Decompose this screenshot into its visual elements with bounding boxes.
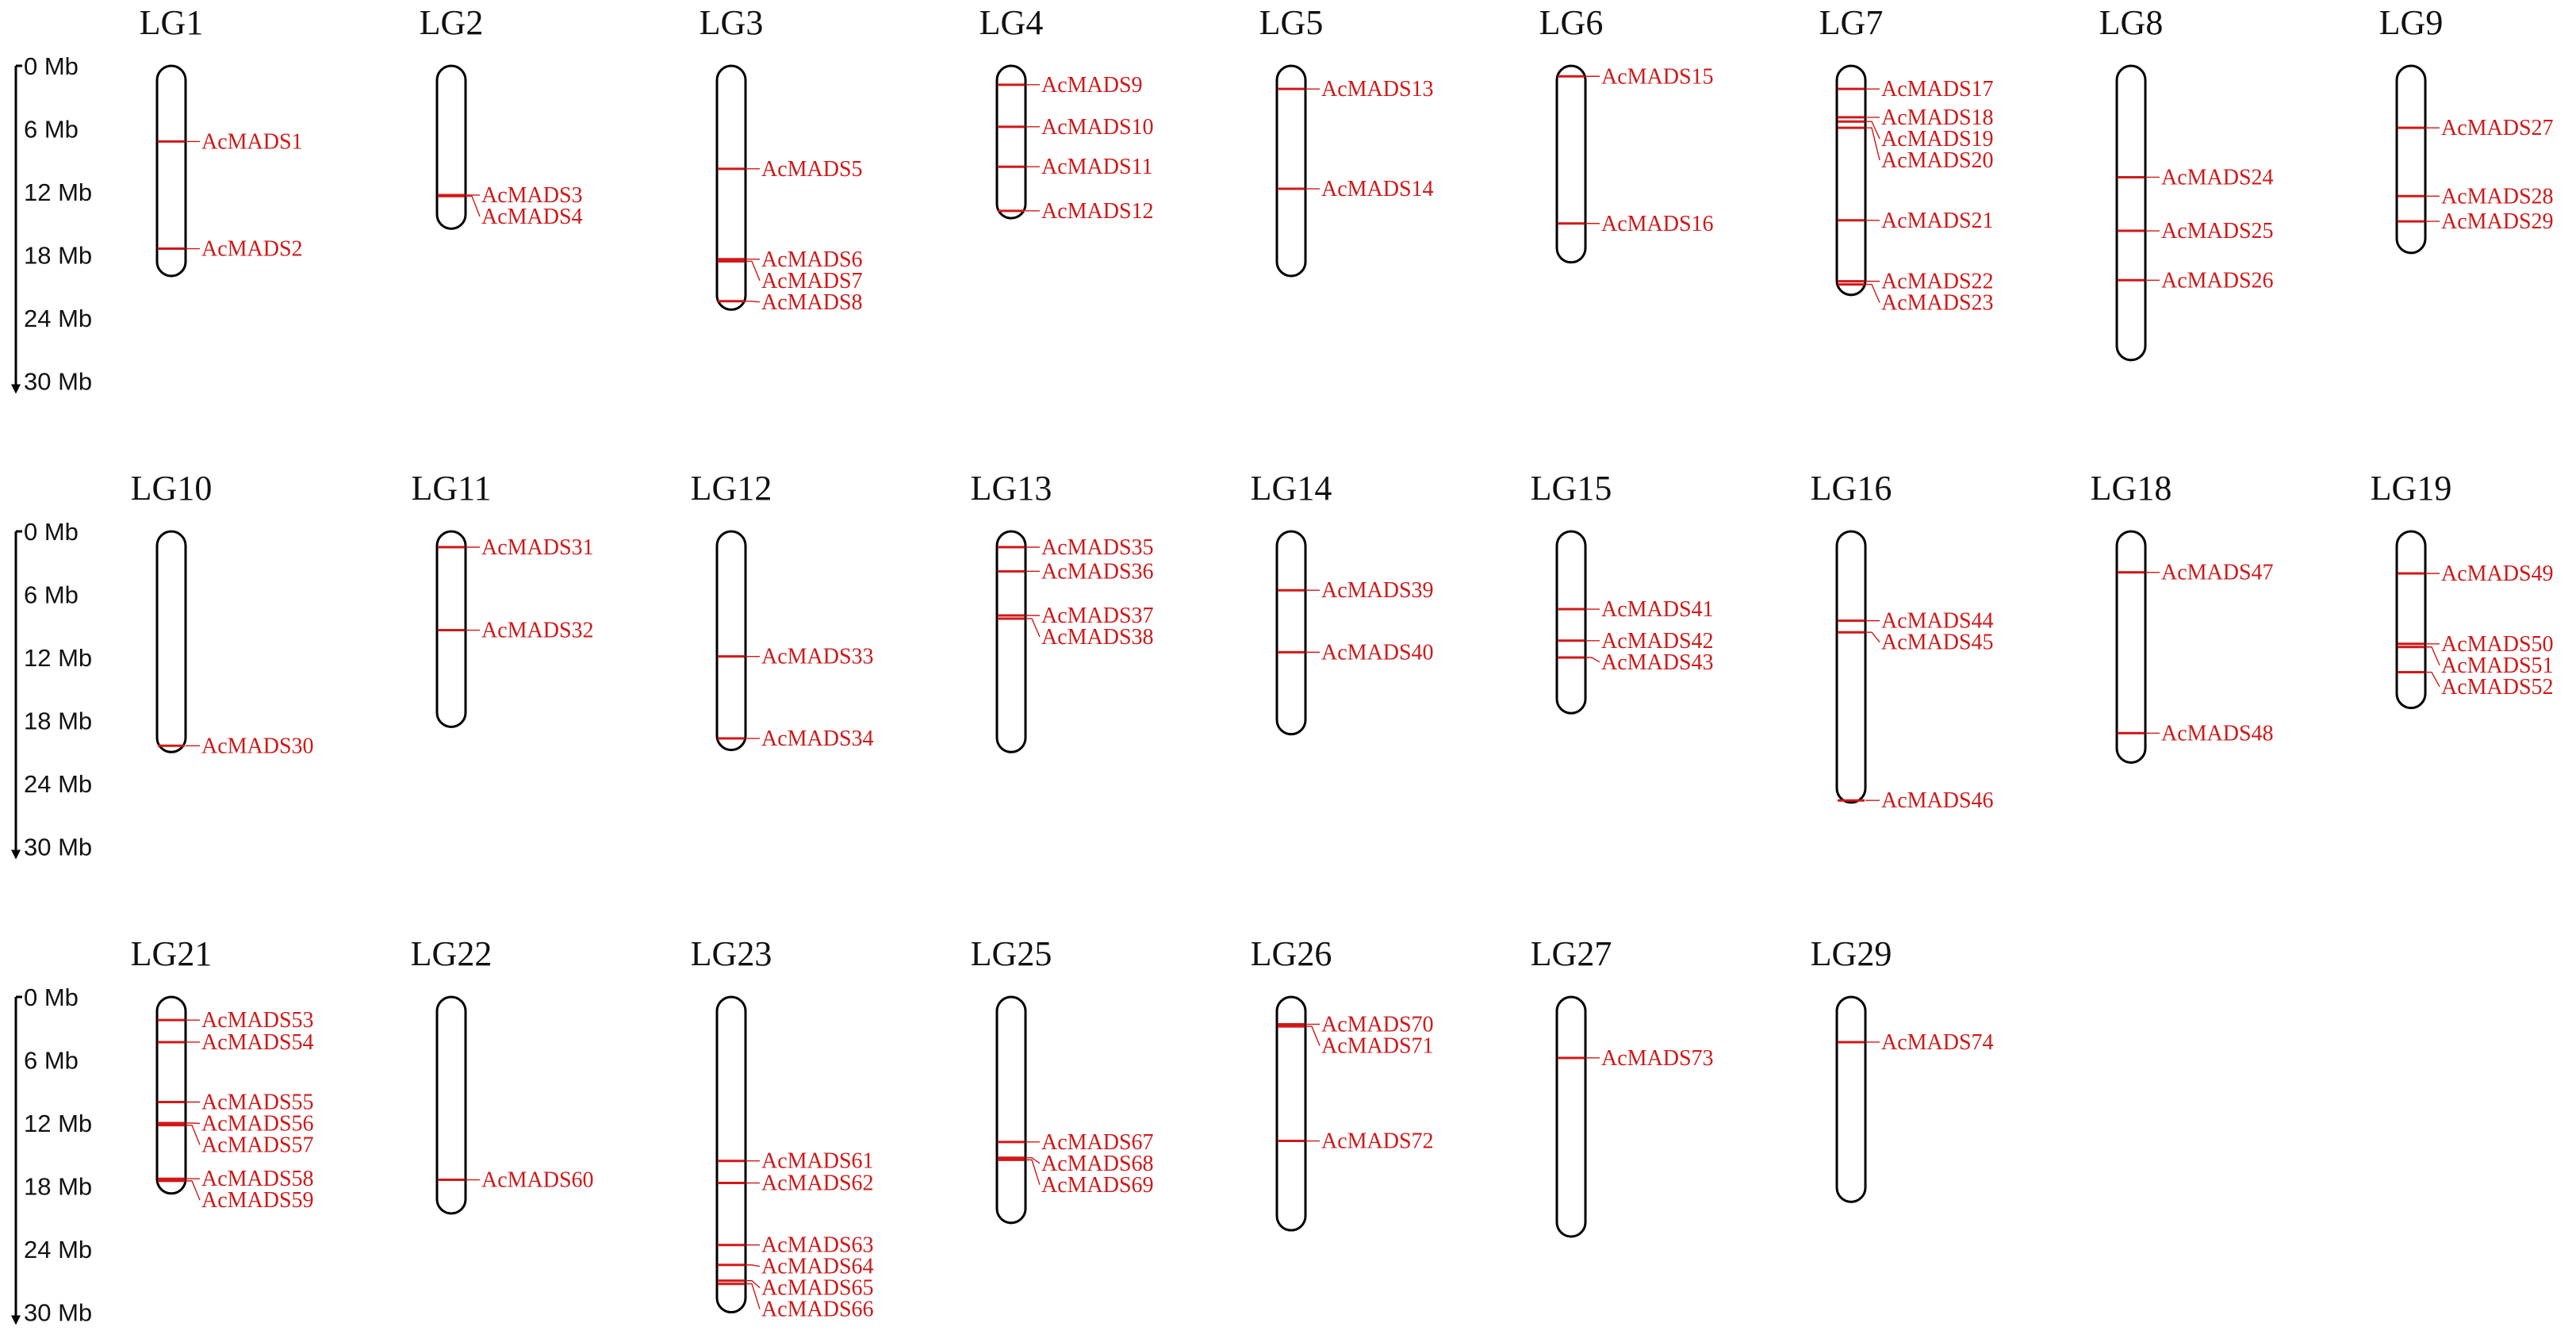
gene-label: AcMADS40 <box>1321 640 1434 665</box>
chromosome-body <box>1837 997 1865 1202</box>
chromosome-body <box>1277 531 1305 734</box>
gene-label: AcMADS24 <box>2161 165 2274 190</box>
chromosome-title: LG23 <box>690 934 772 973</box>
chromosome-body <box>2397 66 2425 253</box>
chromosome-body <box>1837 66 1865 295</box>
gene-label: AcMADS42 <box>1601 628 1714 654</box>
chromosome-title: LG25 <box>970 934 1052 973</box>
scale-tick-label: 0 Mb <box>24 518 79 546</box>
chromosome-lg16 <box>1811 469 1994 813</box>
chromosome-title: LG6 <box>1539 3 1604 42</box>
gene-label: AcMADS11 <box>1041 155 1153 180</box>
chromosome-lg10 <box>131 469 314 758</box>
gene-label: AcMADS54 <box>201 1029 314 1055</box>
scale-tick-label: 24 Mb <box>24 770 93 798</box>
gene-label: AcMADS38 <box>1041 625 1154 650</box>
chromosome-title: LG1 <box>139 3 204 42</box>
chromosome-body <box>437 66 466 228</box>
chromosome-title: LG11 <box>411 469 492 508</box>
gene-label: AcMADS69 <box>1041 1172 1154 1198</box>
chromosome-body <box>997 531 1025 752</box>
gene-label: AcMADS61 <box>761 1148 874 1174</box>
gene-label: AcMADS21 <box>1881 208 1994 233</box>
chromosome-lg2 <box>420 3 583 229</box>
gene-label: AcMADS71 <box>1321 1033 1434 1059</box>
chromosome-lg21 <box>131 934 314 1213</box>
gene-leader-line <box>1305 1026 1320 1045</box>
gene-label: AcMADS72 <box>1321 1129 1434 1154</box>
scale-tick-label: 0 Mb <box>24 983 79 1011</box>
gene-leader-line <box>1865 632 1880 642</box>
chromosome-lg19 <box>2371 469 2554 708</box>
chromosome-title: LG8 <box>2099 3 2164 42</box>
chromosome-lg26 <box>1251 934 1434 1230</box>
gene-label: AcMADS26 <box>2161 268 2274 293</box>
gene-label: AcMADS8 <box>761 289 863 315</box>
chromosome-lg8 <box>2099 3 2274 360</box>
gene-label: AcMADS74 <box>1881 1029 1994 1055</box>
chromosome-lg4 <box>979 3 1154 224</box>
chromosome-title: LG12 <box>690 469 772 508</box>
gene-label: AcMADS47 <box>2161 560 2274 585</box>
scale-tick-label: 12 Mb <box>24 178 93 206</box>
chromosome-body <box>717 66 746 309</box>
scale-tick-label: 6 Mb <box>24 581 79 609</box>
chromosome-lg22 <box>411 934 594 1213</box>
gene-label: AcMADS48 <box>2161 721 2274 746</box>
gene-label: AcMADS2 <box>201 236 303 262</box>
chromosome-title: LG27 <box>1530 934 1612 973</box>
chromosome-title: LG15 <box>1530 469 1612 508</box>
gene-label: AcMADS25 <box>2161 219 2274 244</box>
chromosome-body <box>1277 997 1305 1230</box>
gene-leader-line <box>1865 128 1880 160</box>
scale-axis <box>11 52 92 396</box>
scale-tick-label: 12 Mb <box>24 1110 93 1137</box>
chromosome-lg6 <box>1539 3 1714 263</box>
chromosome-title: LG14 <box>1250 469 1332 508</box>
gene-leader-line <box>2425 673 2440 687</box>
scale-tick-label: 6 Mb <box>24 115 79 144</box>
gene-leader-line <box>1025 1160 1040 1184</box>
gene-label: AcMADS28 <box>2441 184 2554 209</box>
scale-tick-label: 18 Mb <box>24 707 93 735</box>
gene-label: AcMADS1 <box>201 129 303 155</box>
gene-label: AcMADS51 <box>2441 653 2554 678</box>
chromosome-body <box>997 997 1025 1223</box>
chromosome-title: LG16 <box>1810 469 1892 508</box>
chromosome-lg7 <box>1819 3 1994 316</box>
chromosome-title: LG22 <box>410 934 493 973</box>
gene-label: AcMADS15 <box>1601 64 1714 90</box>
scale-tick-label: 30 Mb <box>24 367 93 396</box>
gene-label: AcMADS4 <box>481 204 583 229</box>
gene-label: AcMADS64 <box>761 1254 874 1279</box>
gene-label: AcMADS7 <box>761 268 863 293</box>
scale-tick-label: 12 Mb <box>24 644 93 672</box>
gene-label: AcMADS58 <box>201 1167 314 1192</box>
chromosome-body <box>717 531 746 750</box>
chromosome-title: LG21 <box>130 934 213 973</box>
chromosome-lg27 <box>1531 934 1714 1236</box>
gene-label: AcMADS35 <box>1041 535 1154 560</box>
chromosome-lg25 <box>971 934 1154 1223</box>
gene-label: AcMADS20 <box>1881 148 1994 173</box>
chromosome-lg11 <box>411 469 593 727</box>
gene-leader-line <box>2425 647 2440 665</box>
gene-label: AcMADS56 <box>201 1111 314 1137</box>
gene-label: AcMADS41 <box>1601 597 1714 623</box>
chromosome-body <box>1557 66 1585 263</box>
gene-label: AcMADS12 <box>1041 198 1154 224</box>
gene-label: AcMADS18 <box>1881 105 1994 130</box>
chromosome-lg12 <box>691 469 874 751</box>
gene-leader-line <box>186 1125 200 1145</box>
chromosome-lg18 <box>2091 469 2274 763</box>
chromosome-title: LG9 <box>2379 3 2444 42</box>
chromosome-title: LG5 <box>1259 3 1324 42</box>
chromosome-body <box>2117 66 2145 360</box>
scale-axis <box>11 983 92 1327</box>
chromosome-body <box>1277 66 1305 276</box>
gene-label: AcMADS67 <box>1041 1129 1154 1155</box>
chromosome-body <box>1837 531 1865 803</box>
gene-label: AcMADS34 <box>761 727 874 752</box>
gene-label: AcMADS55 <box>201 1090 314 1115</box>
gene-label: AcMADS53 <box>201 1008 314 1033</box>
chromosome-title: LG19 <box>2370 469 2452 508</box>
gene-label: AcMADS37 <box>1041 604 1154 628</box>
scale-axis <box>11 518 92 861</box>
chromosome-lg15 <box>1531 469 1714 713</box>
gene-leader-line <box>746 1284 760 1309</box>
gene-leader-line <box>746 1265 760 1267</box>
chromosome-title: LG29 <box>1810 934 1892 973</box>
chromosome-lg5 <box>1259 3 1434 276</box>
chromosome-title: LG3 <box>699 3 764 42</box>
scale-tick-label: 24 Mb <box>24 305 93 332</box>
gene-label: AcMADS33 <box>761 644 874 669</box>
chromosome-body <box>157 66 186 276</box>
scale-arrow-icon <box>11 1316 21 1325</box>
gene-label: AcMADS52 <box>2441 674 2554 700</box>
gene-label: AcMADS16 <box>1601 211 1714 236</box>
scale-tick-label: 18 Mb <box>24 241 93 270</box>
chromosome-body <box>157 997 186 1194</box>
gene-leader-line <box>1025 619 1040 637</box>
chromosome-title: LG7 <box>1819 3 1884 42</box>
chromosome-body <box>157 531 186 752</box>
chromosome-title: LG4 <box>979 3 1044 42</box>
chromosome-title: LG18 <box>2090 469 2172 508</box>
gene-leader-line <box>1585 657 1600 662</box>
gene-label: AcMADS30 <box>201 734 314 759</box>
scale-tick-label: 30 Mb <box>24 833 93 861</box>
chromosome-lg29 <box>1811 934 1994 1202</box>
gene-label: AcMADS63 <box>761 1233 874 1258</box>
gene-label: AcMADS45 <box>1881 630 1994 655</box>
gene-label: AcMADS3 <box>481 182 583 208</box>
scale-arrow-icon <box>11 850 21 860</box>
scale-tick-label: 6 Mb <box>24 1046 79 1075</box>
chromosome-body <box>2397 531 2425 708</box>
gene-label: AcMADS10 <box>1041 114 1154 140</box>
chromosome-title: LG10 <box>130 469 213 508</box>
chromosome-title: LG13 <box>970 469 1052 508</box>
chromosome-body <box>2117 531 2145 763</box>
scale-tick-label: 24 Mb <box>24 1236 93 1263</box>
chromosome-lg14 <box>1251 469 1434 734</box>
gene-label: AcMADS59 <box>201 1188 314 1213</box>
gene-label: AcMADS43 <box>1601 650 1714 675</box>
gene-label: AcMADS60 <box>481 1167 594 1193</box>
gene-label: AcMADS46 <box>1881 788 1994 814</box>
gene-label: AcMADS44 <box>1881 608 1994 634</box>
gene-label: AcMADS23 <box>1881 290 1994 316</box>
gene-leader-line <box>186 1181 200 1200</box>
gene-label: AcMADS36 <box>1041 559 1154 585</box>
gene-label: AcMADS49 <box>2441 562 2554 586</box>
gene-label: AcMADS27 <box>2441 116 2554 141</box>
scale-tick-label: 18 Mb <box>24 1172 93 1201</box>
scale-tick-label: 0 Mb <box>24 52 79 80</box>
gene-label: AcMADS39 <box>1321 578 1434 604</box>
chromosome-lg9 <box>2379 3 2554 253</box>
gene-label: AcMADS73 <box>1601 1045 1714 1071</box>
gene-label: AcMADS32 <box>481 618 594 643</box>
gene-label: AcMADS13 <box>1321 77 1434 102</box>
chromosome-lg1 <box>140 3 303 276</box>
chromosome-lg3 <box>700 3 863 315</box>
gene-label: AcMADS9 <box>1041 72 1143 98</box>
chromosome-body <box>1557 531 1585 713</box>
gene-leader-line <box>746 261 760 280</box>
gene-label: AcMADS57 <box>201 1133 314 1158</box>
chromosome-body <box>1557 997 1585 1236</box>
scale-arrow-icon <box>11 385 21 394</box>
gene-label: AcMADS31 <box>481 535 594 560</box>
gene-leader-line <box>746 301 760 302</box>
gene-label: AcMADS14 <box>1321 177 1434 202</box>
gene-label: AcMADS19 <box>1881 126 1994 151</box>
gene-leader-line <box>1865 285 1880 303</box>
chromosome-lg13 <box>971 469 1154 752</box>
gene-label: AcMADS62 <box>761 1171 874 1196</box>
gene-label: AcMADS5 <box>761 156 863 182</box>
gene-label: AcMADS50 <box>2441 631 2554 657</box>
gene-label: AcMADS70 <box>1321 1012 1434 1037</box>
chromosome-lg23 <box>691 934 874 1322</box>
chromosome-title: LG26 <box>1250 934 1332 973</box>
chromosome-body <box>997 66 1025 218</box>
gene-label: AcMADS65 <box>761 1275 874 1301</box>
scale-tick-label: 30 Mb <box>24 1298 93 1327</box>
chromosome-title: LG2 <box>419 3 484 42</box>
gene-leader-line <box>466 196 480 217</box>
gene-label: AcMADS17 <box>1881 77 1994 102</box>
gene-leader-line <box>186 1123 200 1124</box>
gene-label: AcMADS29 <box>2441 209 2554 235</box>
gene-label: AcMADS6 <box>761 247 863 272</box>
gene-label: AcMADS66 <box>761 1297 874 1322</box>
gene-label: AcMADS68 <box>1041 1151 1154 1176</box>
gene-label: AcMADS22 <box>1881 269 1994 294</box>
